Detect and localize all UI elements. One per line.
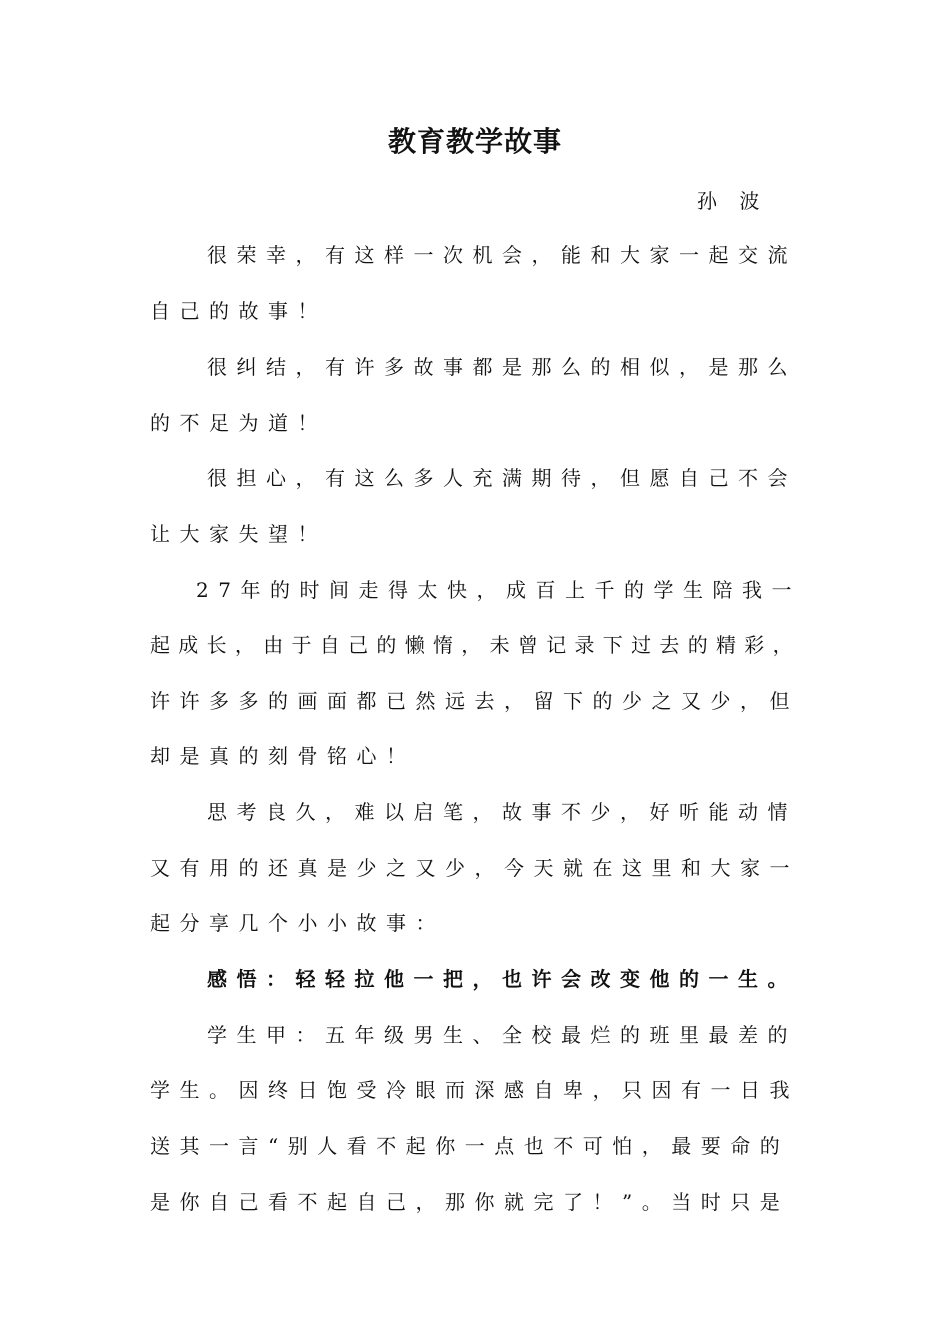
section-heading: 感悟：轻轻拉他一把，也许会改变他的一生。 xyxy=(207,967,797,991)
paragraph-line: 许许多多的画面都已然远去，留下的少之又少，但 xyxy=(150,689,799,713)
paragraph-line: 学生甲：五年级男生、全校最烂的班里最差的 xyxy=(207,1023,797,1047)
paragraph-line: 很荣幸，有这样一次机会，能和大家一起交流 xyxy=(207,243,797,267)
paragraph-line: 起分享几个小小故事： xyxy=(150,911,445,935)
paragraph-line: 送其一言“别人看不起你一点也不可怕，最要命的 xyxy=(150,1134,790,1158)
paragraph-line: 起成长，由于自己的懒惰，未曾记录下过去的精彩， xyxy=(150,633,801,657)
author-name: 孙 波 xyxy=(697,189,768,213)
paragraph-line: 很担心，有这么多人充满期待，但愿自己不会 xyxy=(207,466,797,490)
paragraph-line: 的不足为道！ xyxy=(150,411,327,435)
paragraph-line: 是你自己看不起自己，那你就完了！”。当时只是 xyxy=(150,1190,790,1214)
paragraph-line: 又有用的还真是少之又少，今天就在这里和大家一 xyxy=(150,856,799,880)
paragraph-line: 27年的时间走得太快，成百上千的学生陪我一 xyxy=(196,578,801,602)
paragraph-line: 思考良久，难以启笔，故事不少，好听能动情 xyxy=(207,800,797,824)
paragraph-line: 却是真的刻骨铭心！ xyxy=(150,744,416,768)
paragraph-line: 让大家失望！ xyxy=(150,522,327,546)
paragraph-line: 自己的故事！ xyxy=(150,299,327,323)
document-title: 教育教学故事 xyxy=(387,125,562,158)
paragraph-line: 学生。因终日饱受冷眼而深感自卑，只因有一日我 xyxy=(150,1078,799,1102)
paragraph-line: 很纠结，有许多故事都是那么的相似，是那么 xyxy=(207,355,797,379)
